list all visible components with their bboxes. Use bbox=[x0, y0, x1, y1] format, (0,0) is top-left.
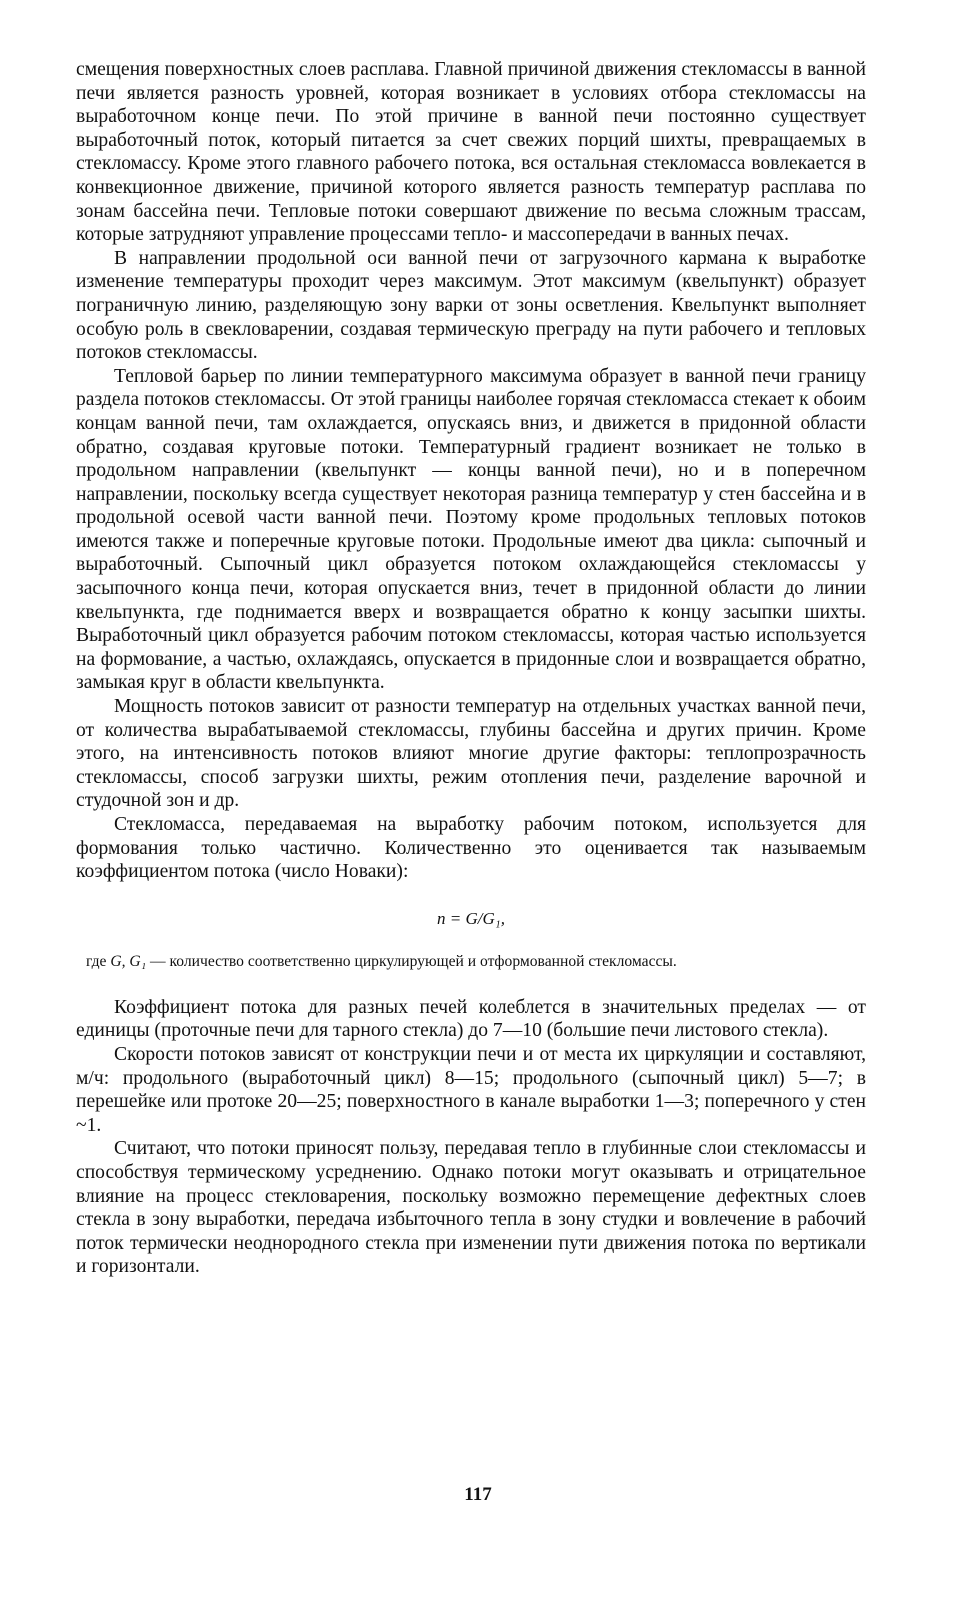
paragraph-6: Коэффициент потока для разных печей колеблется в значительных пределах — от единицы (проточные печи для тарного стекла) до 7—10 (большие печи листового стекла). bbox=[76, 996, 866, 1042]
page-number: 117 bbox=[464, 1484, 492, 1505]
formula: n = G/G₁, bbox=[437, 908, 505, 928]
note-symbols: G, G₁ bbox=[110, 952, 147, 970]
paragraph-7: Скорости потоков зависят от конструкции печи и от места их циркуляции и составляют, м/ч: продольного (выработочный цикл) 8—15; продольного (сыпочный цикл) 5—7; в перешейке или протоке 20—25; поверхностного в канале выработки 1—3; поперечного у стен ~1. bbox=[76, 1043, 866, 1136]
formula-note bbox=[86, 952, 866, 972]
page-body bbox=[76, 58, 866, 1279]
paragraph-2: В направлении продольной оси ванной печи от загрузочного кармана к выработке изменение температуры проходит через максимум. Этот максимум (квельпункт) образует пограничную линию, разделяющую зону варки от зоны осветления. Квельпункт выполняет особую роль в свекловарении, создавая термическую преграду на пути рабочего и тепловых потоков стекломассы. bbox=[76, 247, 866, 364]
paragraph-5: Стекломасса, передаваемая на выработку рабочим потоком, используется для формования только частично. Количественно это оценивается так называемым коэффициентом потока (число Новаки): bbox=[76, 814, 866, 883]
paragraph-1: смещения поверхностных слоев расплава. Главной причиной движения стекломассы в ванной печи является разность уровней, которая возникает в условиях отбора стекломассы на выработочном конце печи. По этой причине в ванной печи постоянно существует выработочный поток, который питается за счет свежих порций шихты, превращаемых в стекломассу. Кроме этого главного рабочего потока, вся остальная стекломасса вовлекается в конвекционное движение, причиной которого является разность температур расплава по зонам бассейна печи. Тепловые потоки совершают движение по весьма сложным трассам, которые затрудняют управление процессами тепло- и массопередачи в ванных печах. bbox=[76, 59, 866, 246]
paragraph-8: Считают, что потоки приносят пользу, передавая тепло в глубинные слои стекломассы и способствуя термическому усреднению. Однако потоки могут оказывать и отрицательное влияние на процесс стекловарения, поскольку возможно перемещение дефектных слоев стекла в зону выработки, передача избыточного тепла в зону студки и вовлечение в рабочий поток термически неоднородного стекла при изменении пути движения потока по вертикали и горизонтали. bbox=[76, 1138, 866, 1278]
paragraph-3: Тепловой барьер по линии температурного максимума образует в ванной печи границу раздела потоков стекломассы. От этой границы наиболее горячая стекломасса стекает к обоим концам ванной печи, там охлаждается, опускаясь вниз, и движется в придонной области обратно, создавая круговые потоки. Температурный градиент возникает не только в продольном направлении (квельпункт — концы ванной печи), но и в поперечном направлении, поскольку всегда существует некоторая разница температур у стен бассейна и в продольной осевой части ванной печи. Поэтому кроме продольных тепловых потоков имеются также и поперечные круговые потоки. Продольные имеют два цикла: сыпочный и выработочный. Сыпочный цикл образуется потоком охлаждающейся стекломассы у засыпочного конца печи, которая опускается вниз, течет в придонной области до линии квельпункта, где поднимается вверх и возвращается обратно к концу засыпки шихты. Выработочный цикл образуется рабочим потоком стекломассы, которая частью используется на формование, а частью, охлаждаясь, опускается в придонные слои и возвращается обратно, замыкая круг в области квельпункта. bbox=[76, 365, 866, 694]
note-prefix: где bbox=[86, 952, 111, 970]
note-text: — количество соответственно циркулирующей и отформованной стекломассы. bbox=[146, 952, 677, 970]
paragraph-4: Мощность потоков зависит от разности температур на отдельных участках ванной печи, от количества вырабатываемой стекломассы, глубины бассейна и других причин. Кроме этого, на интенсивность потоков влияют многие другие факторы: теплопрозрачность стекломассы, способ загрузки шихты, режим отопления печи, разделение варочной и студочной зон и др. bbox=[76, 696, 866, 812]
